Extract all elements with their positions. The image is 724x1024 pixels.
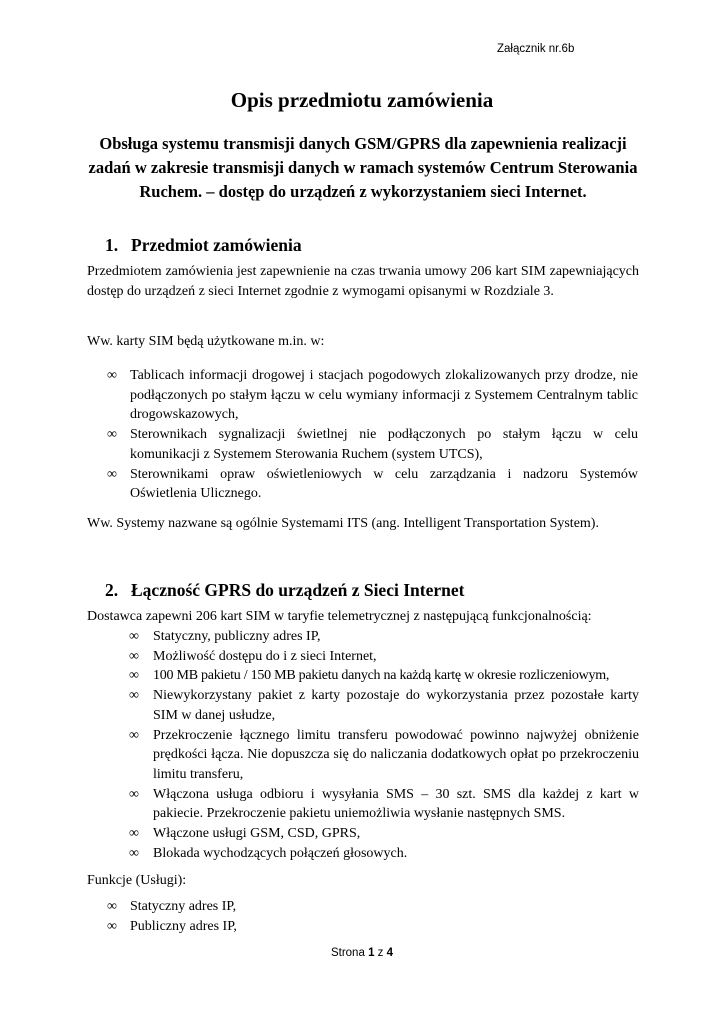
section-1-title: Przedmiot zamówienia xyxy=(131,235,302,255)
list-item-text: 100 MB pakietu / 150 MB pakietu danych na każdą kartę w okresie rozliczeniowym, xyxy=(153,668,610,684)
list-item xyxy=(129,686,639,725)
footer-page-number: 1 xyxy=(368,947,375,959)
list-item-text: Publiczny adres IP, xyxy=(130,918,237,934)
bullet-icon: ∞ xyxy=(129,688,139,704)
page-footer xyxy=(0,947,724,959)
list-item-text: Statyczny, publiczny adres IP, xyxy=(153,629,321,644)
footer-total-pages: 4 xyxy=(386,947,394,959)
document-title: Opis przedmiotu zamówienia xyxy=(230,88,494,112)
bullet-icon: ∞ xyxy=(107,427,117,443)
bullet-icon: ∞ xyxy=(129,786,139,802)
bullet-icon: ∞ xyxy=(107,368,117,383)
bullet-icon: ∞ xyxy=(129,668,139,684)
bullet-icon: ∞ xyxy=(107,466,117,482)
list-item-text: Blokada wychodzących połączeń głosowych. xyxy=(153,845,408,861)
section-1-number: 1. xyxy=(105,235,119,255)
attachment-label: Załącznik nr.6b xyxy=(497,43,575,55)
list-item-text: Niewykorzystany pakiet z karty pozostaje do wykorzystania przez pozostałe karty SIM w danej usłudze, xyxy=(153,688,639,723)
functions-list xyxy=(107,897,638,936)
list-item xyxy=(129,785,639,824)
list-item-text: Włączona usługa odbioru i wysyłania SMS – 30 szt. SMS dla każdej z kart w pakiecie. Przekroczenie pakietu uniemożliwia wysłanie następnych SMS. xyxy=(153,786,639,822)
section-2-list xyxy=(129,627,639,863)
section-1-paragraph-1: Przedmiotem zamówienia jest zapewnienie na czas trwania umowy 206 kart SIM zapewniających dostęp do urządzeń z sieci Internet zgodnie z wymogami opisanymi w Rozdziale 3. xyxy=(87,264,639,299)
list-item xyxy=(129,824,639,844)
functions-label: Funkcje (Usługi): xyxy=(87,873,187,888)
section-2-number: 2. xyxy=(105,580,119,600)
bullet-icon: ∞ xyxy=(129,826,139,842)
list-item xyxy=(107,465,638,504)
section-1-heading xyxy=(105,235,302,256)
bullet-icon: ∞ xyxy=(129,727,139,743)
list-item xyxy=(129,627,639,647)
footer-separator: z xyxy=(377,947,384,959)
list-item xyxy=(107,425,638,464)
document-subtitle: Obsługa systemu transmisji danych GSM/GPRS dla zapewnienia realizacji zadań w zakresie transmisji danych w ramach systemów Centrum Sterowania Ruchem. – dostęp do urządzeń z wykorzystaniem sieci Internet. xyxy=(88,134,638,201)
list-item-text: Możliwość dostępu do i z sieci Internet, xyxy=(153,648,377,664)
bullet-icon: ∞ xyxy=(129,629,139,644)
section-1-paragraph-2: Ww. karty SIM będą użytkowane m.in. w: xyxy=(87,334,325,349)
footer-prefix: Strona xyxy=(330,947,365,959)
list-item-text: Tablicach informacji drogowej i stacjach pogodowych zlokalizowanych przy drodze, nie podłączonych po stałym łączu w celu wymiany informacji z Systemem Centralnym tablic drogowskazowych, xyxy=(130,368,638,423)
list-item-text: Statyczny adres IP, xyxy=(130,899,237,914)
section-2-intro: Dostawca zapewni 206 kart SIM w taryfie telemetrycznej z następującą funkcjonalnością: xyxy=(87,609,592,624)
list-item xyxy=(129,844,639,864)
list-item xyxy=(107,897,638,917)
list-item xyxy=(107,917,638,937)
list-item xyxy=(129,666,639,686)
list-item xyxy=(107,366,638,425)
section-2-heading xyxy=(105,580,464,601)
list-item xyxy=(129,726,639,785)
section-1-paragraph-3: Ww. Systemy nazwane są ogólnie Systemami ITS (ang. Intelligent Transportation System). xyxy=(87,516,599,531)
bullet-icon: ∞ xyxy=(107,899,117,914)
bullet-icon: ∞ xyxy=(107,918,117,934)
section-1-list xyxy=(107,366,638,504)
list-item-text: Sterownikach sygnalizacji świetlnej nie podłączonych po stałym łączu w celu komunikacji z Systemem Sterowania Ruchem (system UTCS), xyxy=(130,427,638,462)
list-item-text: Sterownikami opraw oświetleniowych w celu zarządzania i nadzoru Systemów Oświetlenia Ulicznego. xyxy=(130,466,638,502)
bullet-icon: ∞ xyxy=(129,648,139,664)
list-item-text: Przekroczenie łącznego limitu transferu powodować powinno najwyżej obniżenie prędkości łącza. Nie dopuszcza się do naliczania dodatkowych opłat po przekroczeniu limitu transferu, xyxy=(153,727,639,782)
list-item-text: Włączone usługi GSM, CSD, GPRS, xyxy=(153,826,361,842)
list-item xyxy=(129,647,639,667)
section-2-title: Łączność GPRS do urządzeń z Sieci Internet xyxy=(131,580,465,600)
bullet-icon: ∞ xyxy=(129,845,139,861)
